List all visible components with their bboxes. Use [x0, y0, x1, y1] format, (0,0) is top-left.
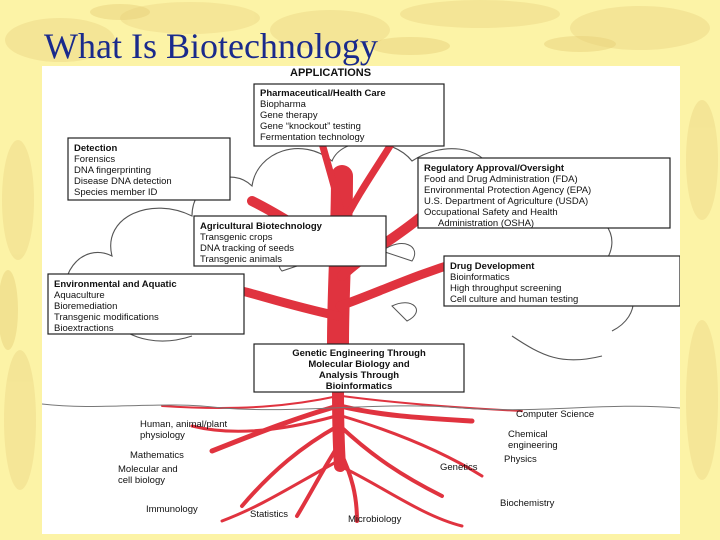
detection-box [68, 138, 230, 200]
root-label-statistics: Statistics [250, 509, 289, 520]
genetic-engineering-box [254, 344, 464, 392]
root-label-chemical-engineering: engineering [508, 440, 558, 451]
pharmaceutical-item: Gene “knockout” testing [260, 121, 361, 132]
root-label-mathematics: Mathematics [130, 450, 184, 461]
regulatory-box [418, 158, 670, 229]
pharmaceutical-box [254, 84, 444, 146]
root-label-human-physiology: physiology [140, 430, 185, 441]
drug-development-item: Cell culture and human testing [450, 294, 579, 305]
genetic-engineering-line: Genetic Engineering Through [292, 348, 426, 359]
root-label-chemical-engineering: Chemical [508, 429, 548, 440]
detection-item: Forensics [74, 154, 116, 165]
root-label-biochemistry: Biochemistry [500, 498, 555, 509]
drug-development-item: Bioinformatics [450, 272, 510, 283]
pharmaceutical-item: Gene therapy [260, 110, 318, 121]
regulatory-item: Food and Drug Administration (FDA) [424, 174, 578, 185]
regulatory-item: U.S. Department of Agriculture (USDA) [424, 196, 589, 207]
environmental-box [48, 274, 244, 334]
agricultural-item: Transgenic animals [200, 254, 283, 265]
environmental-item: Aquaculture [54, 290, 105, 301]
drug-development-box [444, 256, 680, 306]
root-label-molecular-cell: Molecular and [118, 464, 178, 475]
pharmaceutical-item: Fermentation technology [260, 132, 365, 143]
agricultural-item: Transgenic crops [200, 232, 273, 243]
detection-header: Detection [74, 143, 118, 154]
drug-development-item: High throughput screening [450, 283, 562, 294]
regulatory-item: Environmental Protection Agency (EPA) [424, 185, 592, 196]
pharmaceutical-header: Pharmaceutical/Health Care [260, 88, 386, 99]
environmental-item: Bioremediation [54, 301, 118, 312]
agricultural-header: Agricultural Biotechnology [200, 221, 322, 232]
genetic-engineering-line: Molecular Biology and [308, 359, 410, 370]
environmental-header: Environmental and Aquatic [54, 279, 177, 290]
root-label-computer-science: Computer Science [516, 409, 595, 420]
biotech-tree-diagram [42, 66, 680, 534]
environmental-item: Transgenic modifications [54, 312, 159, 323]
detection-item: Species member ID [74, 187, 158, 198]
detection-item: DNA fingerprinting [74, 165, 152, 176]
regulatory-item: Administration (OSHA) [438, 218, 535, 229]
root-label-human-physiology: Human, animal/plant [140, 419, 228, 430]
regulatory-header: Regulatory Approval/Oversight [424, 163, 565, 174]
root-label-molecular-cell: cell biology [118, 475, 165, 486]
diagram-heading: APPLICATIONS [290, 67, 372, 79]
agricultural-item: DNA tracking of seeds [200, 243, 294, 254]
root-label-microbiology: Microbiology [348, 514, 402, 525]
pharmaceutical-item: Biopharma [260, 99, 306, 110]
root-label-genetics: Genetics [440, 462, 478, 473]
root-label-physics: Physics [504, 454, 537, 465]
environmental-item: Bioextractions [54, 323, 114, 334]
genetic-engineering-line: Bioinformatics [325, 381, 393, 392]
regulatory-item: Occupational Safety and Health [424, 207, 558, 218]
root-label-immunology: Immunology [146, 504, 198, 515]
detection-item: Disease DNA detection [74, 176, 172, 187]
agricultural-box [194, 216, 386, 266]
slide-title: What Is Biotechnology [44, 26, 378, 66]
drug-development-header: Drug Development [450, 261, 535, 272]
genetic-engineering-line: Analysis Through [318, 370, 400, 381]
